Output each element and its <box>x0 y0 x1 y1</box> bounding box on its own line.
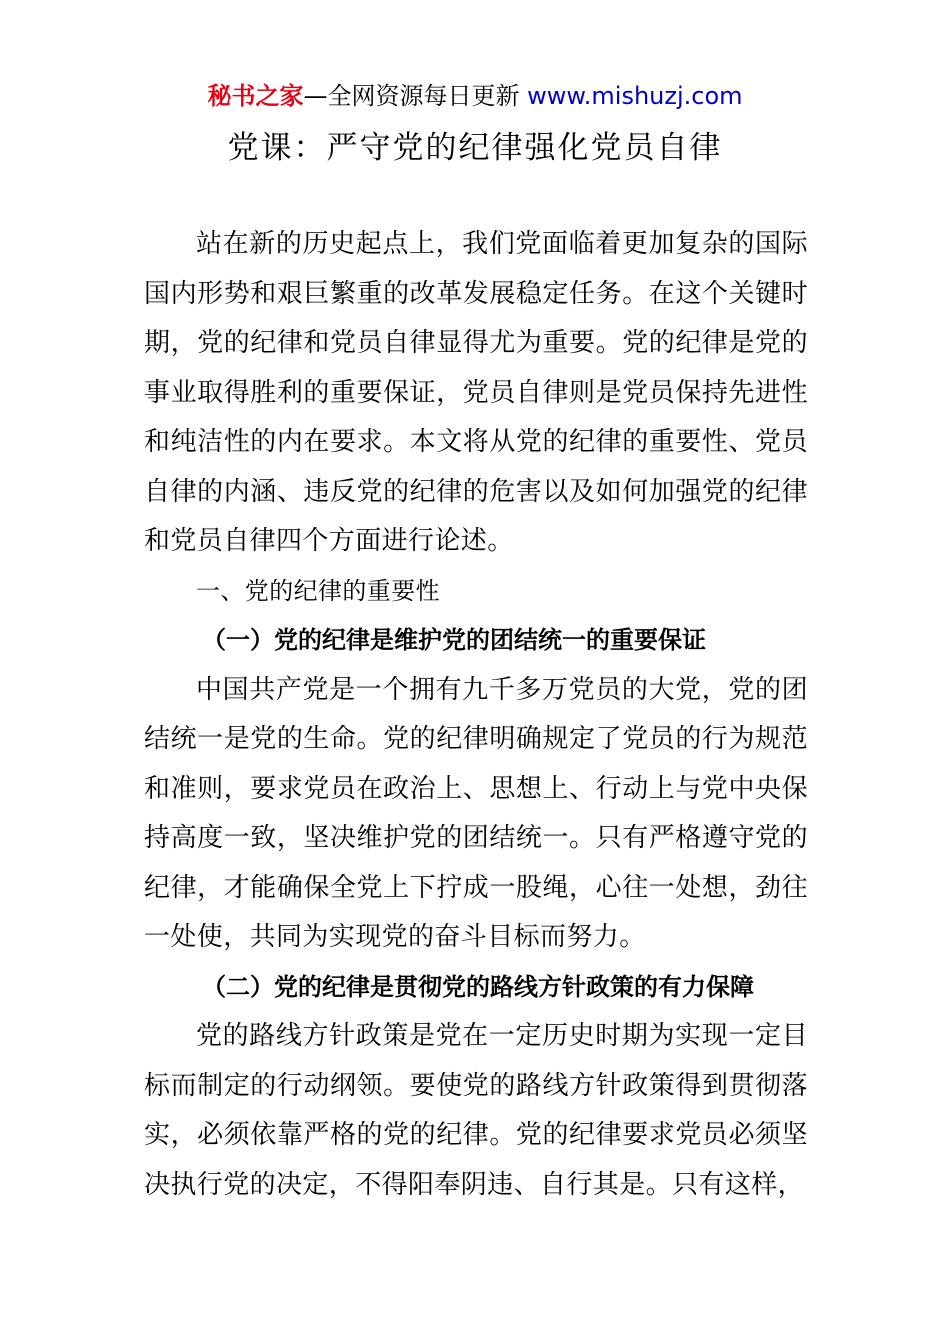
section-heading-1: 一、党的纪律的重要性 <box>196 576 440 605</box>
document-title: 党课：严守党的纪律强化党员自律 <box>227 130 723 166</box>
document-body <box>144 220 808 1210</box>
site-url-link[interactable]: www.mishuzj.com <box>527 82 743 110</box>
sub-heading-2: （二）党的纪律是贯彻党的路线方针政策的有力保障 <box>202 972 754 1001</box>
paragraph-2: 党的路线方针政策是党在一定历史时期为实现一定目标而制定的行动纲领。要使党的路线方针政策得到贯彻落实，必须依靠严格的党的纪律。党的纪律要求党员必须坚决执行党的决定，不得阳奉阴违、自行其是。只有这样， <box>144 1021 808 1200</box>
site-header <box>0 80 950 112</box>
paragraph-1: 中国共产党是一个拥有九千多万党员的大党，党的团结统一是党的生命。党的纪律明确规定了党员的行为规范和准则，要求党员在政治上、思想上、行动上与党中央保持高度一致，坚决维护党的团结统一。只有严格遵守党的纪律，才能确保全党上下拧成一股绳，心往一处想，劲往一处使，共同为实现党的奋斗目标而努力。 <box>144 674 808 952</box>
brand-name: 秘书之家 <box>207 82 304 110</box>
header-tagline: —全网资源每日更新 <box>303 82 528 110</box>
sub-heading-1: （一）党的纪律是维护党的团结统一的重要保证 <box>202 626 706 654</box>
intro-paragraph: 站在新的历史起点上，我们党面临着更加复杂的国际国内形势和艰巨繁重的改革发展稳定任务。在这个关键时期，党的纪律和党员自律显得尤为重要。党的纪律是党的事业取得胜利的重要保证，党员自律则是党员保持先进性和纯洁性的内在要求。本文将从党的纪律的重要性、党员自律的内涵、违反党的纪律的危害以及如何加强党的纪律和党员自律四个方面进行论述。 <box>144 229 808 556</box>
